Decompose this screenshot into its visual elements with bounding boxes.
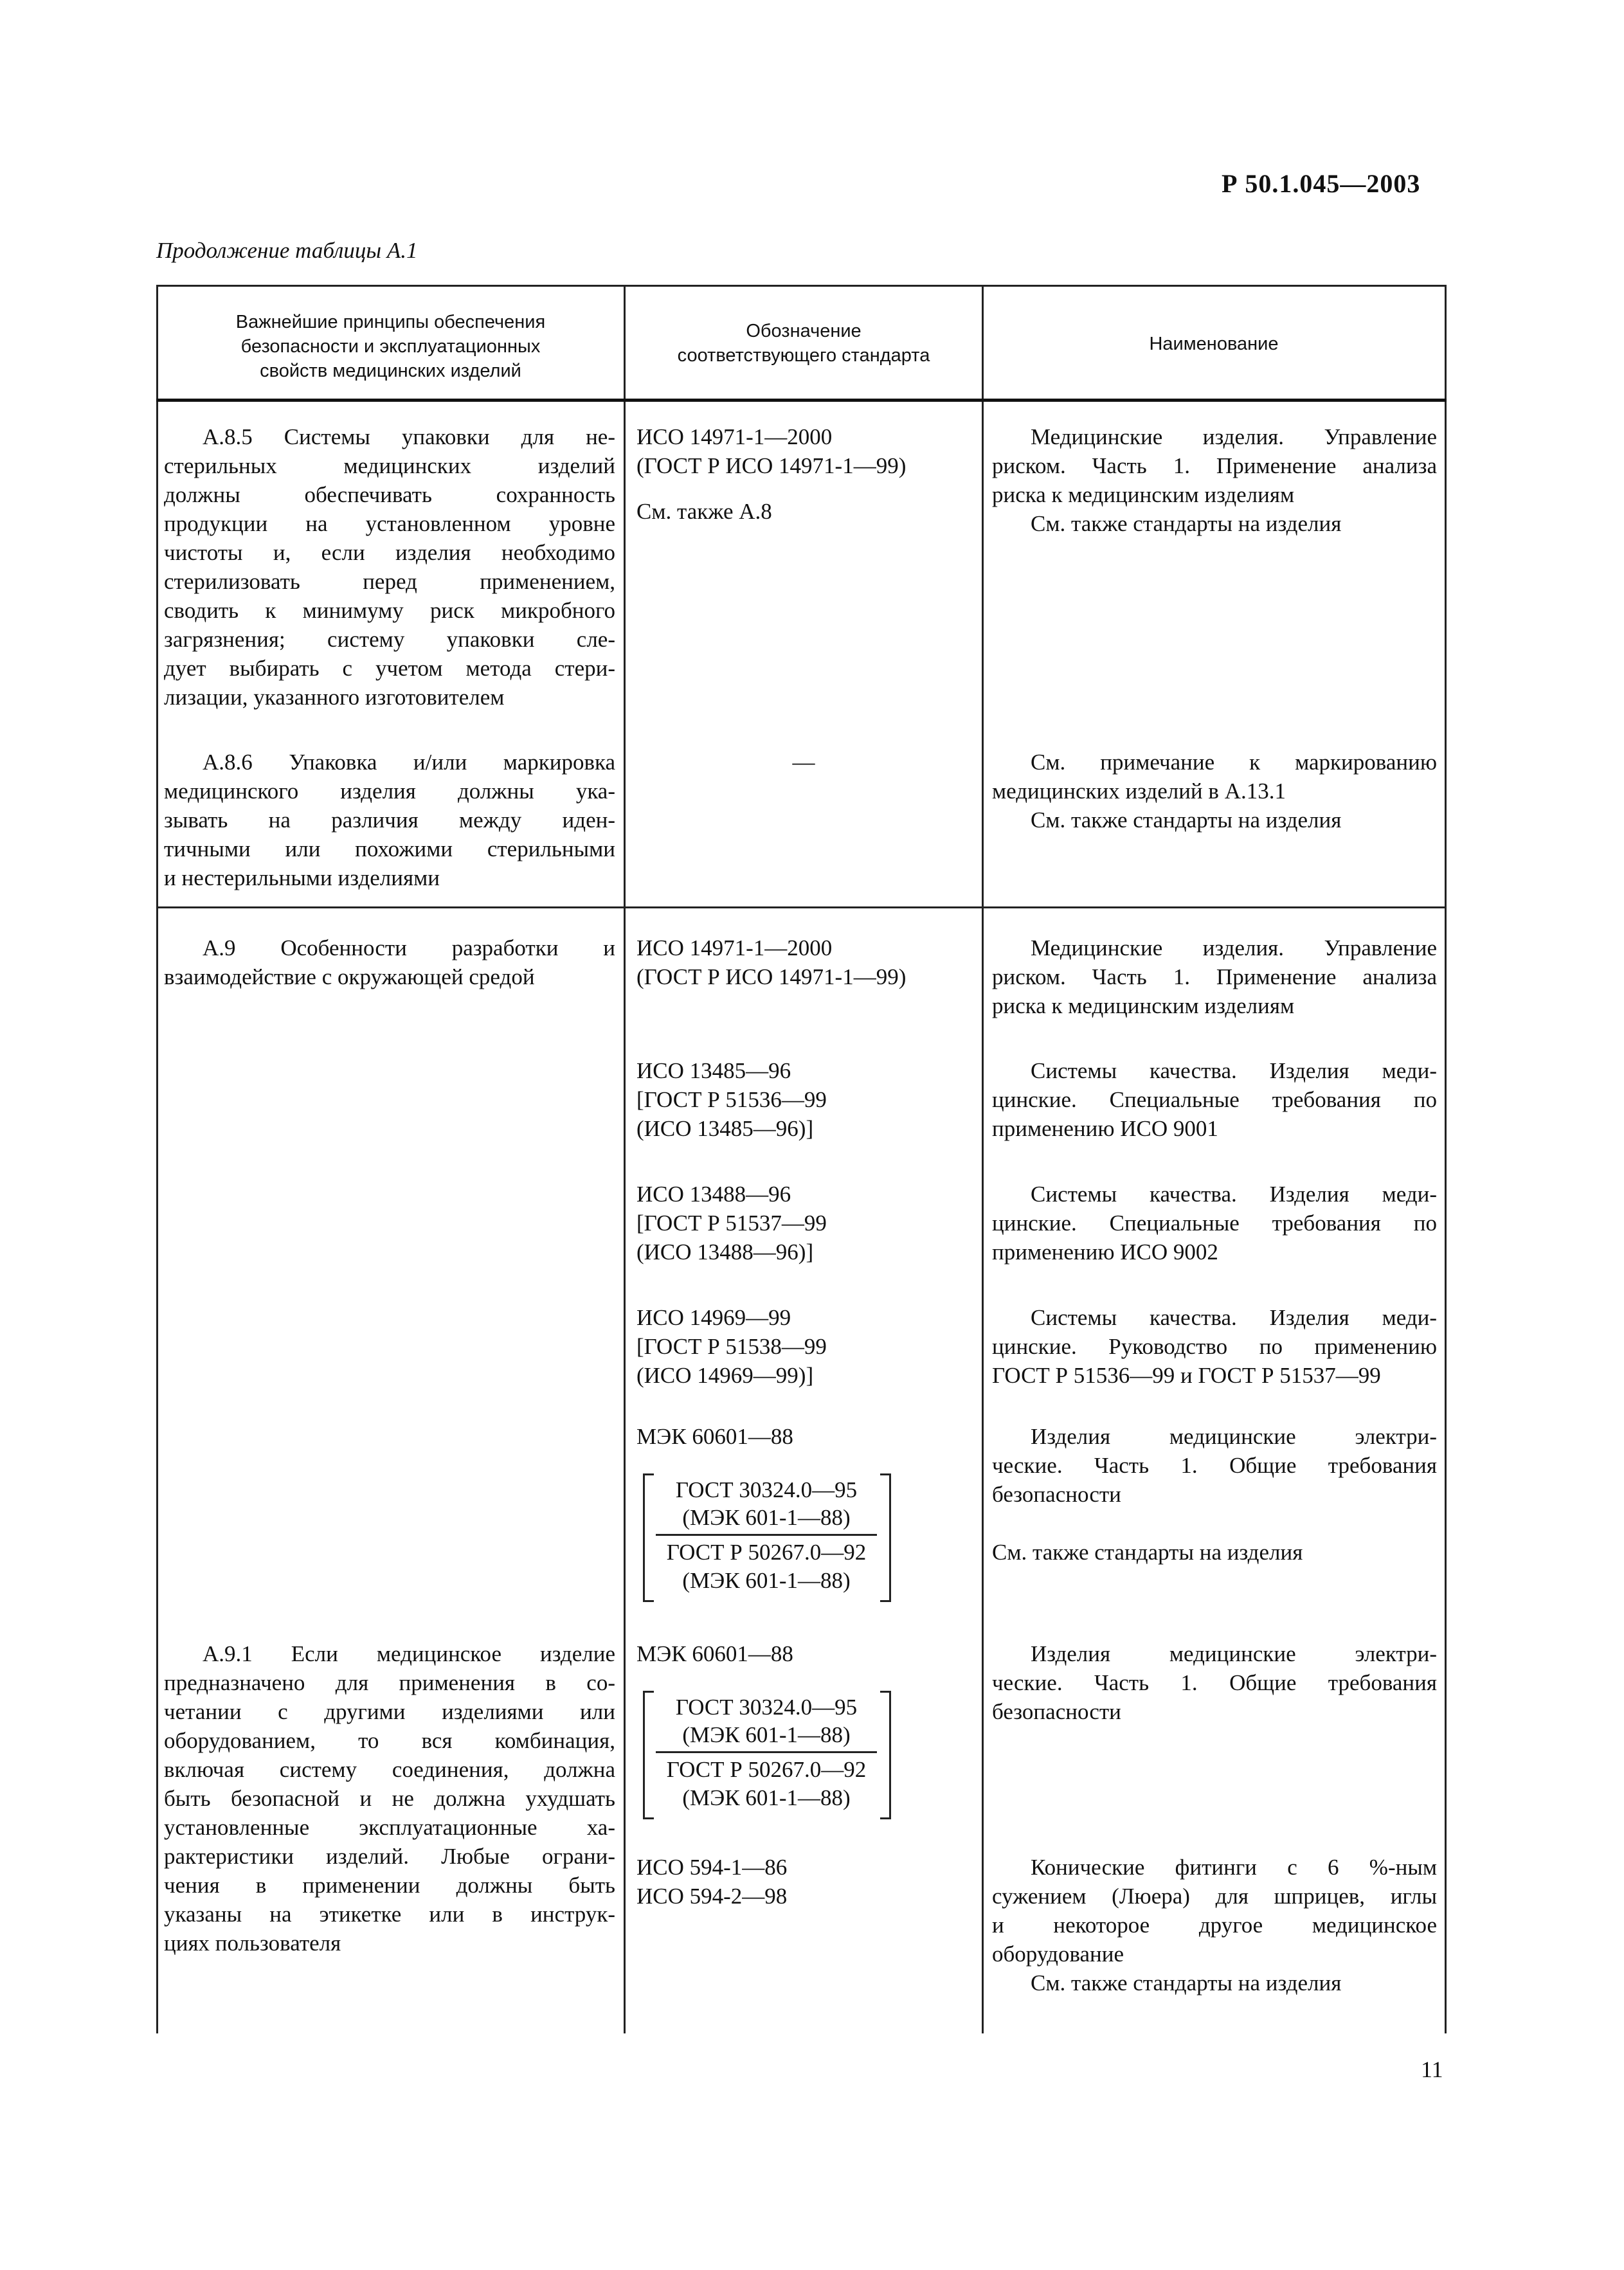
- table-border-left: [156, 285, 158, 2033]
- bracket-right: [880, 1691, 891, 1819]
- bracket-line-1: ГОСТ 30324.0—95: [675, 1477, 858, 1502]
- principle-a91: А.9.1 Если медицинское изделие предназначено для применения в со- четании с другими изделиями или оборудованием, то вся комбинация, включая систему соединения, должна быть безопасной и не должна ухудшать установленные эксплуатационные ха- рактеристики изделий. Любые ограни- чения в применении должны быть указаны на этикетке или в инструк- циях пользователя: [164, 1641, 615, 1956]
- bracket-line-3: ГОСТ Р 50267.0—92: [666, 1540, 867, 1565]
- bracket-divider: [656, 1751, 877, 1753]
- bracket-line-1: ГОСТ 30324.0—95: [675, 1695, 858, 1720]
- bracket-group-a91: [643, 1691, 894, 1819]
- header-name: Наименование: [1149, 334, 1279, 354]
- column-divider-1: [624, 285, 626, 2033]
- standard-a91-2: ИСО 594-1—86 ИСО 594-2—98: [636, 1855, 788, 1909]
- bracket-line-3: ГОСТ Р 50267.0—92: [666, 1757, 867, 1782]
- name-a9-5: Изделия медицинские электри- ческие. Часть 1. Общие требования безопасности: [992, 1424, 1437, 1507]
- standard-a85: ИСО 14971-1—2000 (ГОСТ Р ИСО 14971-1—99) См. также А.8: [636, 424, 907, 524]
- name-a85: Медицинские изделия. Управление риском. Часть 1. Применение анализа риска к медицинским изделиям См. также стандарты на изделия: [992, 424, 1437, 536]
- standard-a9-3: ИСО 13488—96 [ГОСТ Р 51537—99 (ИСО 13488—96)]: [636, 1182, 827, 1265]
- see-also-a9: См. также стандарты на изделия: [992, 1540, 1303, 1565]
- row-divider-a9: [156, 906, 1447, 908]
- principle-a9: А.9 Особенности разработки и взаимодействие с окружающей средой: [164, 935, 615, 989]
- column-divider-2: [982, 285, 984, 2033]
- standard-a91-1: МЭК 60601—88: [636, 1641, 793, 1666]
- standard-a86-dash: —: [792, 750, 815, 775]
- name-a91-2: Конические фитинги с 6 %-ным сужением (Люера) для шприцев, иглы и некоторое другое медицинское оборудование См. также стандарты на изделия: [992, 1855, 1437, 1995]
- name-a91-1: Изделия медицинские электри- ческие. Часть 1. Общие требования безопасности: [992, 1641, 1437, 1724]
- table-continuation-label: Продолжение таблицы А.1: [156, 238, 418, 263]
- header-standard: Обозначение соответствующего стандарта: [677, 321, 930, 366]
- page-number: 11: [1421, 2057, 1443, 2082]
- name-a9-1: Медицинские изделия. Управление риском. Часть 1. Применение анализа риска к медицинским изделиям: [992, 935, 1437, 1018]
- header-principles: Важнейшие принципы обеспечения безопасности и эксплуатационных свойств медицинских изделий: [235, 312, 546, 381]
- name-a9-2: Системы качества. Изделия меди- цинские. Специальные требования по применению ИСО 9001: [992, 1058, 1437, 1141]
- bracket-line-4: (МЭК 601-1—88): [682, 1785, 851, 1810]
- name-a86: См. примечание к маркированию медицинских изделий в А.13.1 См. также стандарты на изделия: [992, 750, 1437, 833]
- table-top-rule: [156, 285, 1447, 287]
- table-border-right: [1445, 285, 1447, 2033]
- name-a9-4: Системы качества. Изделия меди- цинские. Руководство по применению ГОСТ Р 51536—99 и ГОСТ Р 51537—99: [992, 1305, 1437, 1388]
- principle-a86: А.8.6 Упаковка и/или маркировка медицинского изделия должны ука- зывать на различия между иден- тичными или похожими стерильными и нестерильными изделиями: [164, 750, 615, 890]
- bracket-line-2: (МЭК 601-1—88): [682, 1505, 851, 1530]
- bracket-group-a9: [643, 1473, 894, 1602]
- standard-a9-1: ИСО 14971-1—2000 (ГОСТ Р ИСО 14971-1—99): [636, 935, 907, 989]
- standard-a9-2: ИСО 13485—96 [ГОСТ Р 51536—99 (ИСО 13485—96)]: [636, 1058, 827, 1141]
- bracket-divider: [656, 1534, 877, 1536]
- bracket-right: [880, 1473, 891, 1602]
- bracket-line-4: (МЭК 601-1—88): [682, 1568, 851, 1593]
- bracket-line-2: (МЭК 601-1—88): [682, 1722, 851, 1747]
- principle-a85: А.8.5 Системы упаковки для не- стерильных медицинских изделий должны обеспечивать сохранность продукции на установленном уровне чистоты и, если изделия необходимо стерилизовать перед применением, сводить к минимуму риск микробного загрязнения; систему упаковки сле- дует выбирать с учетом метода стери- лизации, указанного изготовителем: [164, 424, 615, 710]
- header-bottom-rule: [156, 399, 1447, 402]
- document-code: Р 50.1.045—2003: [1222, 169, 1421, 198]
- standard-a9-5: МЭК 60601—88: [636, 1424, 793, 1449]
- standard-a9-4: ИСО 14969—99 [ГОСТ Р 51538—99 (ИСО 14969—99)]: [636, 1305, 827, 1388]
- name-a9-3: Системы качества. Изделия меди- цинские. Специальные требования по применению ИСО 9002: [992, 1182, 1437, 1265]
